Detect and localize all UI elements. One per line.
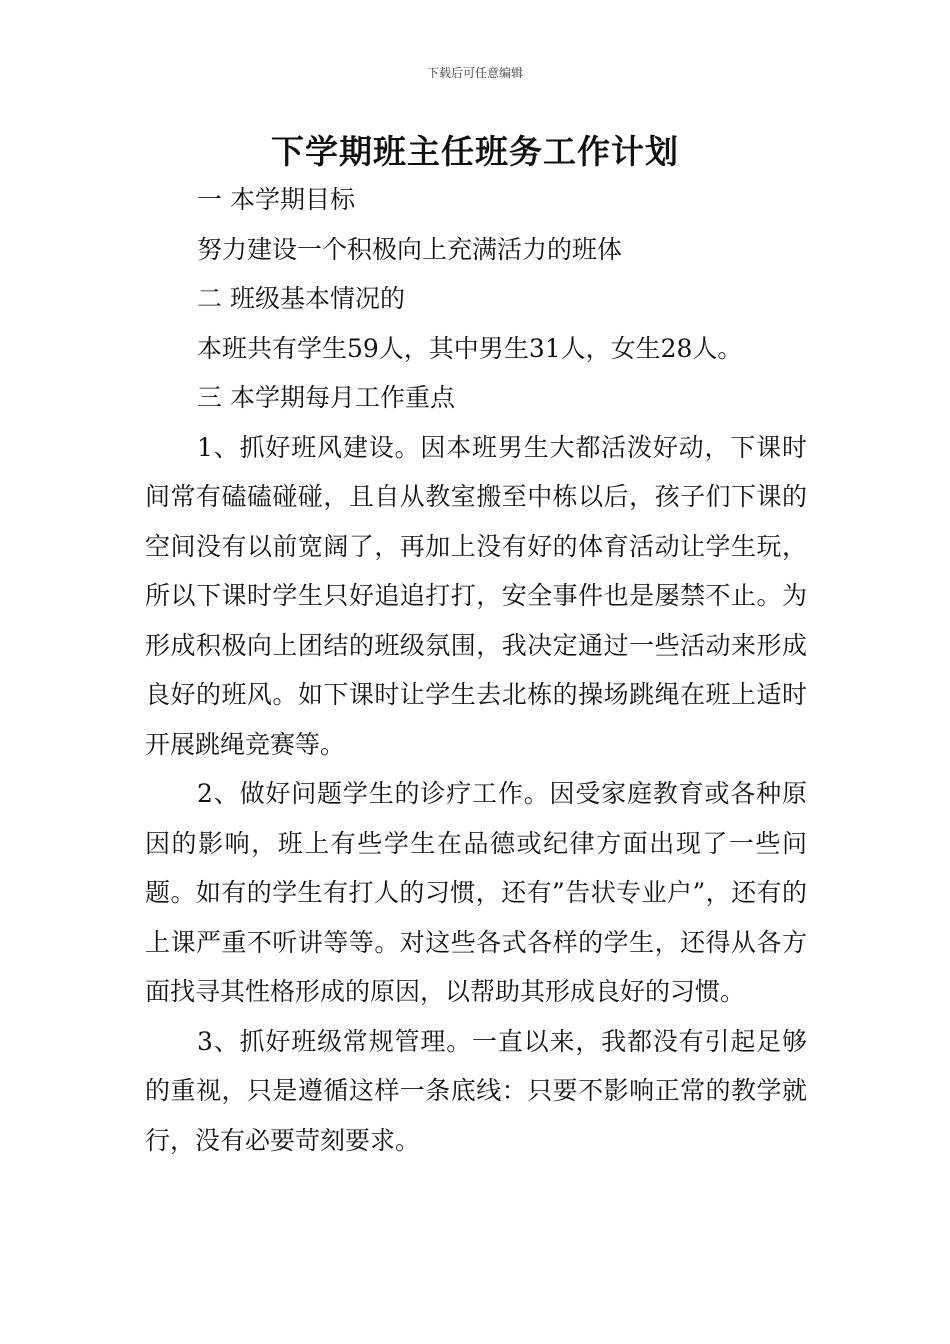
work-item-2: 2、做好问题学生的诊疗工作。因受家庭教育或各种原因的影响，班上有些学生在品德或纪律方面出现了一些问题。如有的学生有打人的习惯，还有”告状专业户”，还有的上课严重不听讲等等。对这些各式各样的学生，还得从各方面找寻其性格形成的原因，以帮助其形成良好的习惯。 bbox=[145, 779, 807, 1006]
section-2-text: 本班共有学生59人，其中男生31人，女生28人。 bbox=[197, 333, 743, 363]
work-item-3: 3、抓好班级常规管理。一直以来，我都没有引起足够的重视，只是遵循这样一条底线：只要不影响正常的教学就行，没有必要苛刻要求。 bbox=[145, 1026, 807, 1155]
work-item-1: 1、抓好班风建设。因本班男生大都活泼好动，下课时间常有磕磕碰碰，且自从教室搬至中栋以后，孩子们下课的空间没有以前宽阔了，再加上没有好的体育活动让学生玩，所以下课时学生只好追追打打，安全事件也是屡禁不止。为形成积极向上团结的班级氛围，我决定通过一些活动来形成良好的班风。如下课时让学生去北栋的操场跳绳在班上适时开展跳绳竞赛等。 bbox=[145, 432, 807, 759]
section-2-heading: 二 班级基本情况的 bbox=[197, 284, 405, 313]
document-title: 下学期班主任班务工作计划 bbox=[271, 132, 679, 171]
document-body bbox=[145, 175, 807, 1165]
section-1-text: 努力建设一个积极向上充满活力的班体 bbox=[197, 234, 623, 264]
section-3-heading: 三 本学期每月工作重点 bbox=[197, 383, 455, 412]
page-header-note: 下载后可任意编辑 bbox=[426, 66, 523, 80]
section-1-heading: 一 本学期目标 bbox=[197, 185, 355, 214]
